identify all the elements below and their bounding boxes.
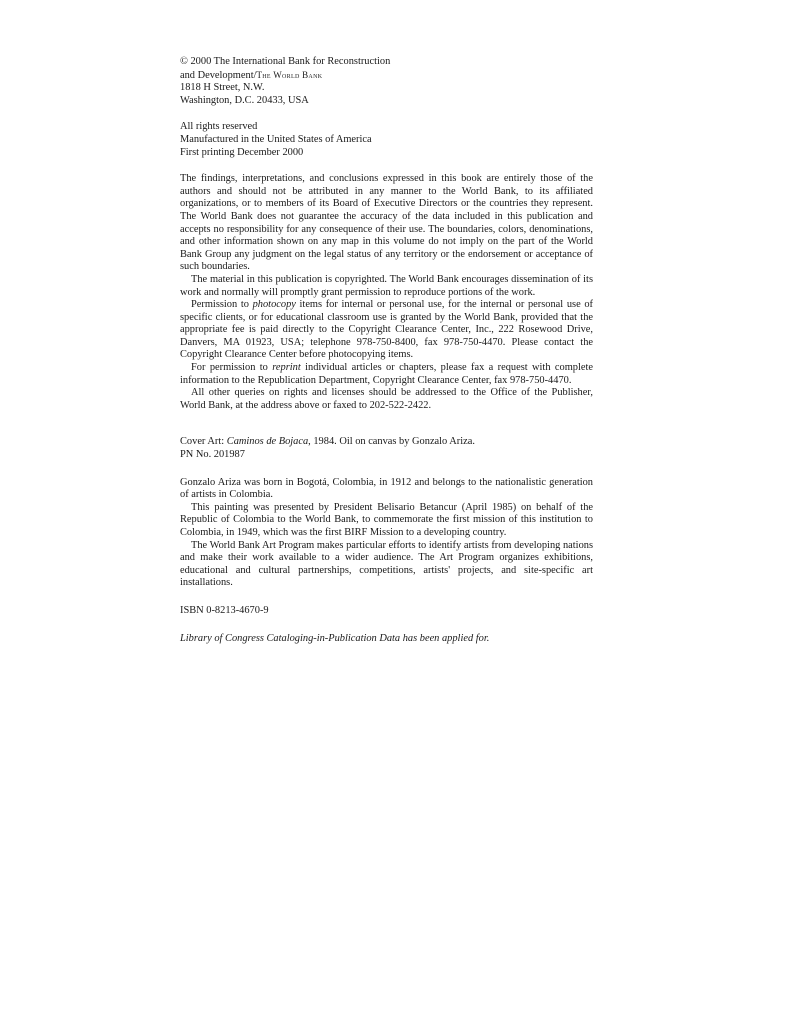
- first-printing: First printing December 2000: [180, 146, 304, 158]
- artist-section: [180, 477, 593, 590]
- pn-number: PN No. 201987: [180, 449, 245, 461]
- copyright-paragraph: The material in this publication is copyrighted. The World Bank encourages dissemination of its work and normally will promptly grant permission to reproduce portions of the work.: [180, 273, 593, 298]
- city-line: Washington, D.C. 20433, USA: [180, 94, 309, 106]
- manufactured-line: Manufactured in the United States of America: [180, 133, 372, 145]
- publisher-address: [180, 56, 593, 107]
- queries-paragraph: All other queries on rights and licenses should be addressed to the Office of the Publisher, World Bank, at the address above or faxed to 202-522-2422.: [180, 387, 593, 411]
- rights-info: [180, 121, 593, 159]
- copyright-page: [180, 56, 593, 645]
- painting-history: This painting was presented by President Belisario Betancur (April 1985) on behalf of the Republic of Colombia to the World Bank, to commemorate the first mission of this institution to Colombia, in 1949, which was the first BIRF Mission to a developing country.: [180, 501, 593, 538]
- disclaimer-section: [180, 173, 593, 412]
- photocopy-paragraph: Permission to photocopy items for internal or personal use, for the internal or personal use of specific clients, or for educational classroom use is granted by the World Bank, provided that the appropriate fee is paid directly to the Copyright Clearance Center, Inc., 222 Rosewood Drive, Danvers, MA 01923, USA; telephone 978-750-8400, fax 978-750-4470. Please contact the Copyright Clearance Center before photocopying items.: [180, 299, 594, 361]
- cover-art-line: Cover Art: Caminos de Bojaca, 1984. Oil on canvas by Gonzalo Ariza.: [180, 436, 475, 448]
- reprint-emphasis: reprint: [272, 362, 301, 374]
- disclaimer-paragraph: The findings, interpretations, and conclusions expressed in this book are entirely those of the authors and should not be attributed in any manner to the World Bank, to its affiliated organizations, or to members of its Board of Executive Directors or the countries they represent. The World Bank does not guarantee the accuracy of the data included in this publication and accepts no responsibility for any consequence of their use. The boundaries, colors, denominations, and other information shown on any map in this volume do not imply on the part of the World Bank Group any judgment on the legal status of any territory or the endorsement or acceptance of such boundaries.: [180, 173, 593, 273]
- art-program: The World Bank Art Program makes particular efforts to identify artists from developing nations and make their work available to a wider audience. The Art Program organizes exhibitions, educational and cultural partnerships, competitions, artists' projects, and site-specific art installations.: [180, 539, 593, 589]
- street-line: 1818 H Street, N.W.: [180, 82, 265, 94]
- photocopy-emphasis: photocopy: [252, 299, 296, 311]
- copyright-line: © 2000 The International Bank for Reconstruction: [180, 56, 391, 67]
- artist-bio: Gonzalo Ariza was born in Bogotá, Colombia, in 1912 and belongs to the nationalistic generation of artists in Colombia.: [180, 476, 593, 501]
- publisher-line: and Development/The World Bank: [180, 69, 323, 81]
- cover-art-credit: [180, 436, 593, 461]
- isbn: ISBN 0-8213-4670-9: [180, 604, 269, 616]
- library-of-congress-note: Library of Congress Cataloging-in-Publication Data has been applied for.: [180, 632, 490, 644]
- painting-title: Caminos de Bojaca: [226, 436, 309, 448]
- publisher-small-caps: The World Bank: [256, 69, 323, 80]
- reprint-paragraph: For permission to reprint individual articles or chapters, please fax a request with complete information to the Republication Department, Copyright Clearance Center, fax 978-750-4470.: [180, 362, 593, 386]
- rights-reserved: All rights reserved: [180, 121, 258, 133]
